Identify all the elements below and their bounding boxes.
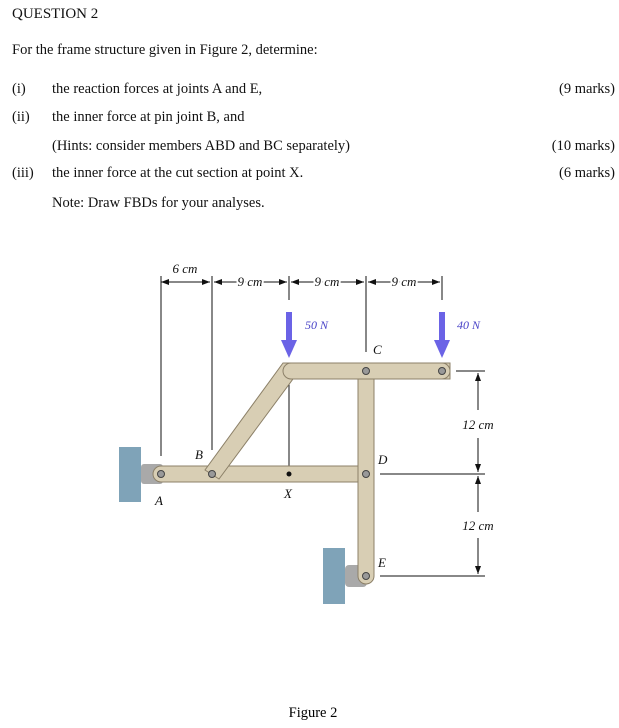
question-heading: QUESTION 2 — [12, 6, 99, 22]
item-text: the reaction forces at joints A and E, — [52, 81, 263, 97]
item-text: the inner force at pin joint B, and — [52, 109, 245, 125]
point-label-e: E — [378, 555, 386, 570]
load-label: 40 N — [457, 318, 481, 332]
note-text: Note: Draw FBDs for your analyses. — [52, 195, 265, 211]
dim-label: 9 cm — [391, 274, 417, 289]
member-abd — [153, 466, 374, 482]
point-label-a: A — [155, 493, 163, 508]
item-marks: (6 marks) — [559, 165, 615, 181]
intro-text: For the frame structure given in Figure 2, determine: — [12, 42, 318, 58]
load-label: 50 N — [305, 318, 329, 332]
item-text: the inner force at the cut section at point X. — [52, 165, 304, 181]
point-label-b: B — [195, 447, 203, 462]
point-label-c: C — [373, 342, 382, 357]
dim-label: 9 cm — [314, 274, 340, 289]
item-number: (iii) — [12, 165, 34, 181]
wall-support-e — [323, 548, 345, 604]
point-x-marker — [287, 472, 292, 477]
item-marks: (9 marks) — [559, 81, 615, 97]
item-marks: (10 marks) — [551, 138, 615, 154]
item-hint: (Hints: consider members ABD and BC separately) — [52, 138, 350, 154]
item-number: (ii) — [12, 109, 30, 125]
dim-label: 12 cm — [462, 417, 494, 432]
dim-label: 6 cm — [172, 261, 198, 276]
member-bc — [205, 363, 450, 479]
item-number: (i) — [12, 81, 26, 97]
point-label-x: X — [284, 486, 292, 501]
point-label-d: D — [378, 452, 388, 467]
dim-label: 12 cm — [462, 518, 494, 533]
wall-support-a — [119, 447, 141, 502]
figure-caption: Figure 2 — [288, 705, 338, 721]
dim-label: 9 cm — [237, 274, 263, 289]
